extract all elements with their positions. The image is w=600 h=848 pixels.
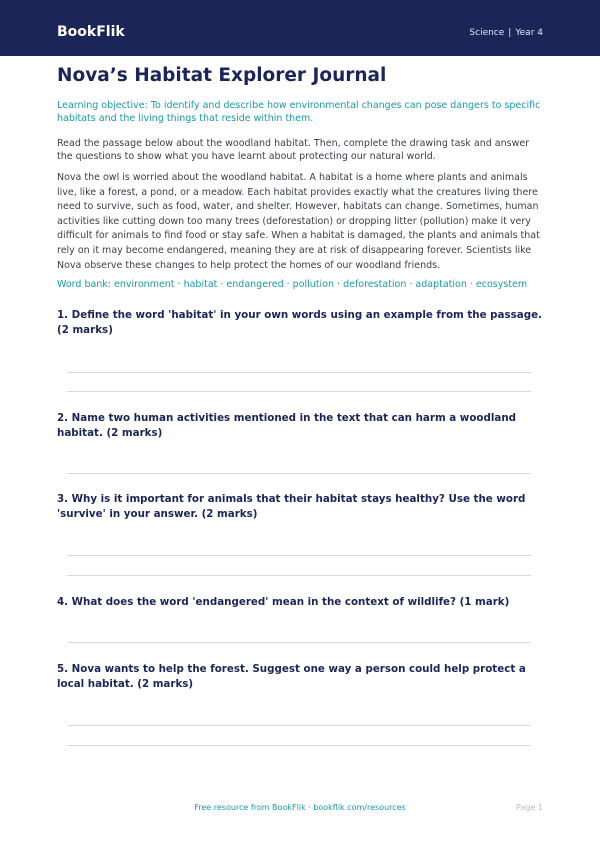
question-4: 4. What does the word 'endangered' mean in the context of wildlife? (1 mark) [57,596,510,608]
answer-line[interactable] [67,555,531,556]
learning-objective: Learning objective: To identify and describe how environmental changes can pose dangers to specific habitats and the living things that reside within them. [57,100,541,125]
answer-line[interactable] [67,391,531,392]
subject-separator: | [508,28,512,38]
reading-passage: Nova the owl is worried about the woodland habitat. A habitat is a home where plants and animals live, like a forest, a pond, or a meadow. Each habitat provides exactly what the creatures living there need to survive, such as food, water, and shelter. However, habitats can change. Sometimes, human activities like cutting down too many trees (deforestation) or dropping litter (pollution) make it very difficult for animals to find food or stay safe. When a habitat is damaged, the plants and animals that rely on it may become endangered, meaning they are at risk of disappearing forever. Scientists like Nova observe these changes to help protect the homes of our woodland friends. [57,172,540,271]
subject-label: Science [469,28,505,38]
page-title: Nova’s Habitat Explorer Journal [57,65,387,86]
answer-line[interactable] [67,725,531,726]
year-label: Year 4 [515,28,543,38]
answer-line[interactable] [67,575,531,576]
answer-line[interactable] [67,745,531,746]
instructions-text: Read the passage below about the woodland habitat. Then, complete the drawing task and answer the questions to show what you have learnt about protecting our natural world. [57,138,530,163]
brand-logo-text[interactable]: BookFlik [57,24,125,40]
header-bar [0,0,600,56]
question-3: 3. Why is it important for animals that their habitat stays healthy? Use the word 'survive' in your answer. (2 marks) [57,493,526,520]
word-bank: Word bank: environment · habitat · endangered · pollution · deforestation · adaptation · ecosystem [57,279,528,290]
question-1: 1. Define the word 'habitat' in your own words using an example from the passage. (2 marks) [57,309,542,336]
question-5: 5. Nova wants to help the forest. Suggest one way a person could help protect a local habitat. (2 marks) [57,663,526,690]
question-2: 2. Name two human activities mentioned in the text that can harm a woodland habitat. (2 marks) [57,412,517,439]
footer-credit[interactable]: Free resource from BookFlik · bookflik.com/resources [194,803,406,812]
answer-line[interactable] [67,642,531,643]
answer-line[interactable] [67,372,531,373]
answer-line[interactable] [67,473,531,474]
page-number: Page 1 [516,803,543,812]
subject-year-label [469,27,543,39]
